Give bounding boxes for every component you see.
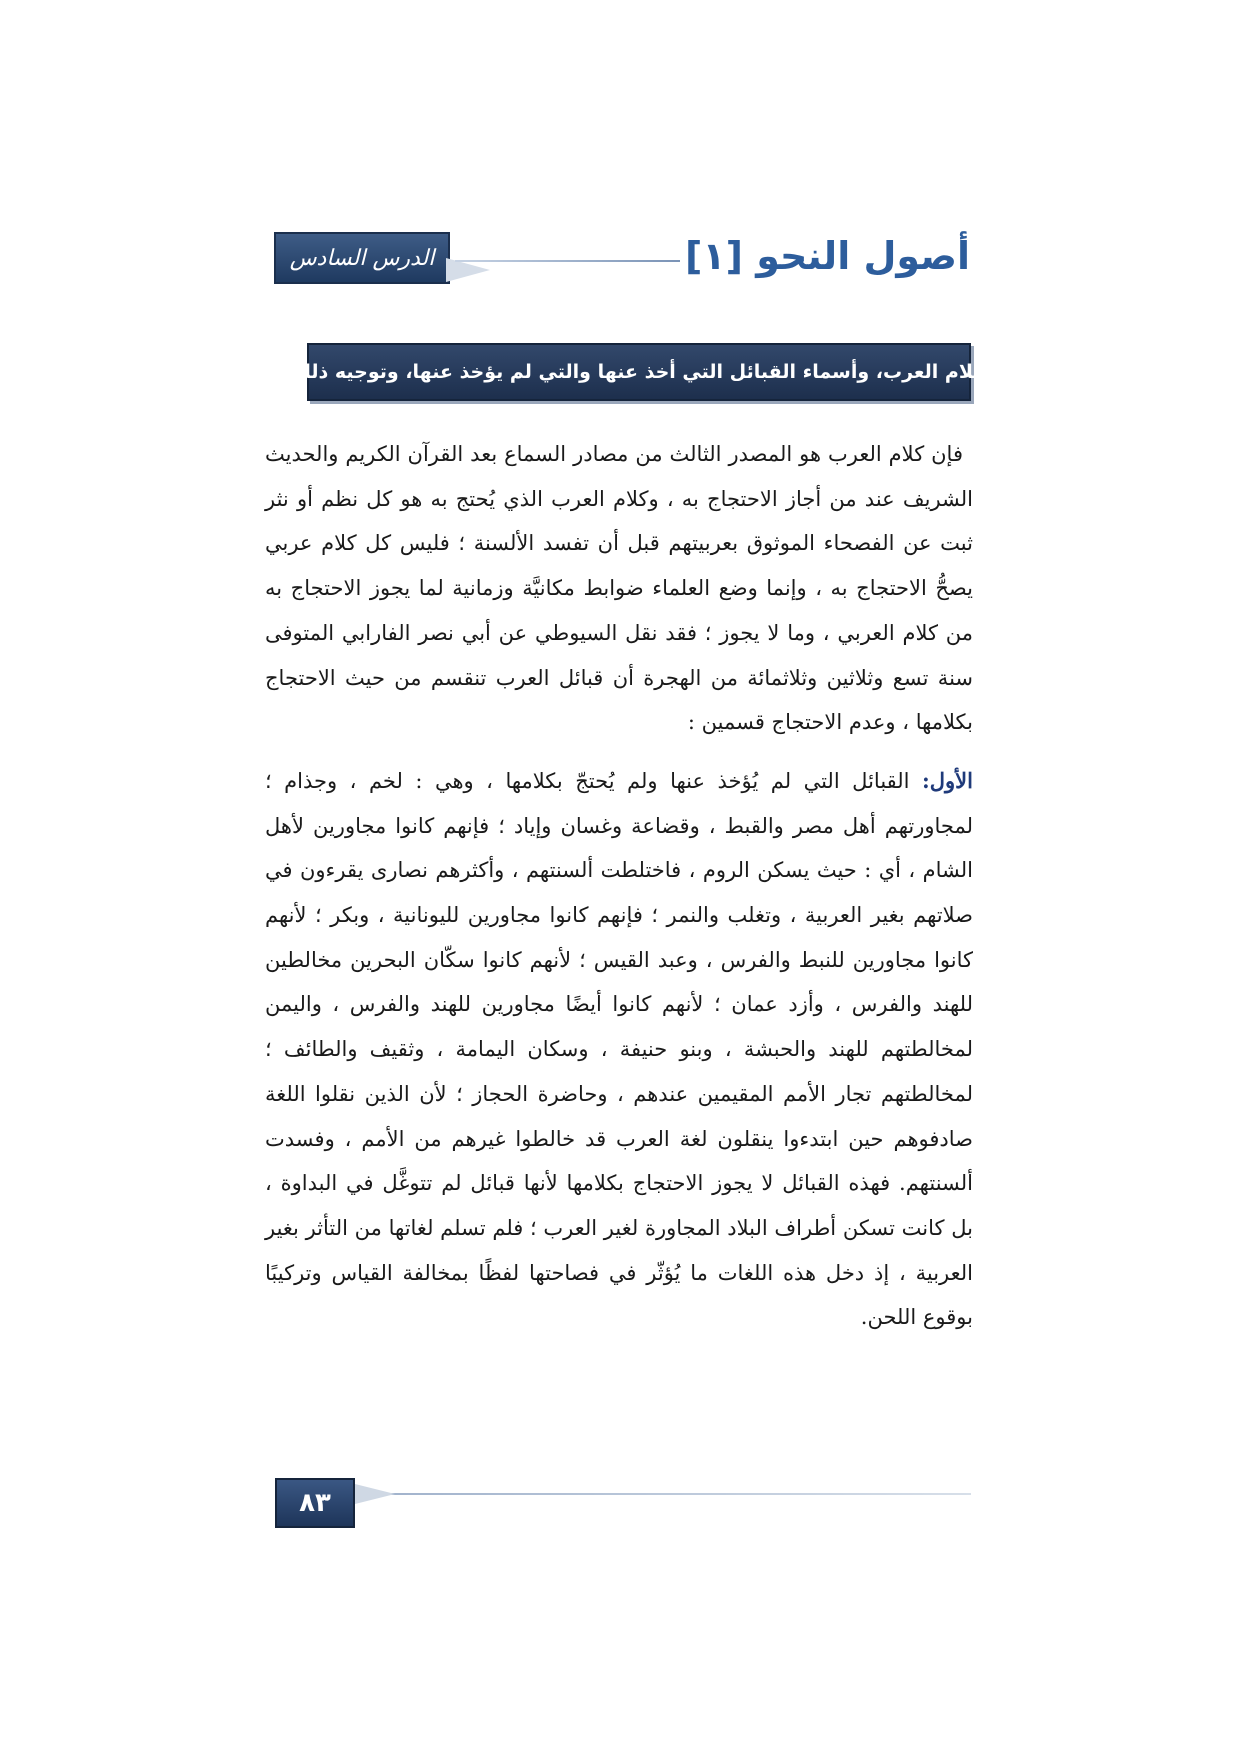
paragraph-intro: فإن كلام العرب هو المصدر الثالث من مصادر السماع بعد القرآن الكريم والحديث الشريف عند من أجاز الاحتجاج به ، وكلام العرب الذي يُحتج به هو كل نظم أو نثر ثبت عن الفصحاء الموثوق بعربيتهم قبل أن تفسد الألسنة ؛ فليس كل كلام عربي يصحُّ الاحتجاج به ، وإنما وضع العلماء ضوابط مكانيَّة وزمانية لما يجوز الاحتجاج به من كلام العربي ، وما لا يجوز ؛ فقد نقل السيوطي عن أبي نصر الفارابي المتوفى سنة تسع وثلاثين وثلاثمائة من الهجرة أن قبائل العرب تنقسم من حيث الاحتجاج بكلامها ، وعدم الاحتجاج قسمين : (265, 442, 973, 735)
section-title-banner: كلام العرب، وأسماء القبائل التي أخذ عنها والتي لم يؤخذ عنها، وتوجيه ذلك (307, 343, 971, 401)
book-title: أصول النحو [١] (685, 234, 970, 278)
paragraph-lead-word: الأول: (922, 767, 973, 793)
page-footer (275, 1478, 971, 1530)
footer-decor-wedge (355, 1484, 395, 1504)
header-divider-line (455, 260, 680, 262)
page-number: ٨٣ (275, 1478, 355, 1528)
body-text (265, 432, 973, 1340)
lesson-badge: الدرس السادس (274, 232, 450, 284)
footer-divider-line (359, 1493, 971, 1495)
page-header (270, 230, 970, 290)
paragraph-first-category-text: القبائل التي لم يُؤخذ عنها ولم يُحتجّ بكلامها ، وهي : لخم ، وجذام ؛ لمجاورتهم أهل مصر والقبط ، وقضاعة وغسان وإياد ؛ فإنهم كانوا مجاورين لأهل الشام ، أي : حيث يسكن الروم ، فاختلطت ألسنتهم ، وأكثرهم نصارى يقرءون في صلاتهم بغير العربية ، وتغلب والنمر ؛ فإنهم كانوا مجاورين لليونانية ، وبكر ؛ لأنهم كانوا مجاورين للنبط والفرس ، وعبد القيس ؛ لأنهم كانوا سكّان البحرين مخالطين للهند والفرس ، وأزد عمان ؛ لأنهم كانوا أيضًا مجاورين للهند والفرس ، واليمن لمخالطتهم للهند والحبشة ، وبنو حنيفة ، وسكان اليمامة ، وثقيف والطائف ؛ لمخالطتهم تجار الأمم المقيمين عندهم ، وحاضرة الحجاز ؛ لأن الذين نقلوا اللغة صادفوهم حين ابتدءوا ينقلون لغة العرب قد خالطوا غيرهم من الأمم ، وفسدت ألسنتهم. فهذه القبائل لا يجوز الاحتجاج بكلامها لأنها قبائل لم تتوغَّل في البداوة ، بل كانت تسكن أطراف البلاد المجاورة لغير العرب ؛ فلم تسلم لغاتها من التأثر بغير العربية ، إذ دخل هذه اللغات ما يُؤثّر في فصاحتها لفظًا بمخالفة القياس وتركيبًا بوقوع اللحن. (265, 768, 973, 1330)
paragraph-first-category (265, 759, 973, 1340)
